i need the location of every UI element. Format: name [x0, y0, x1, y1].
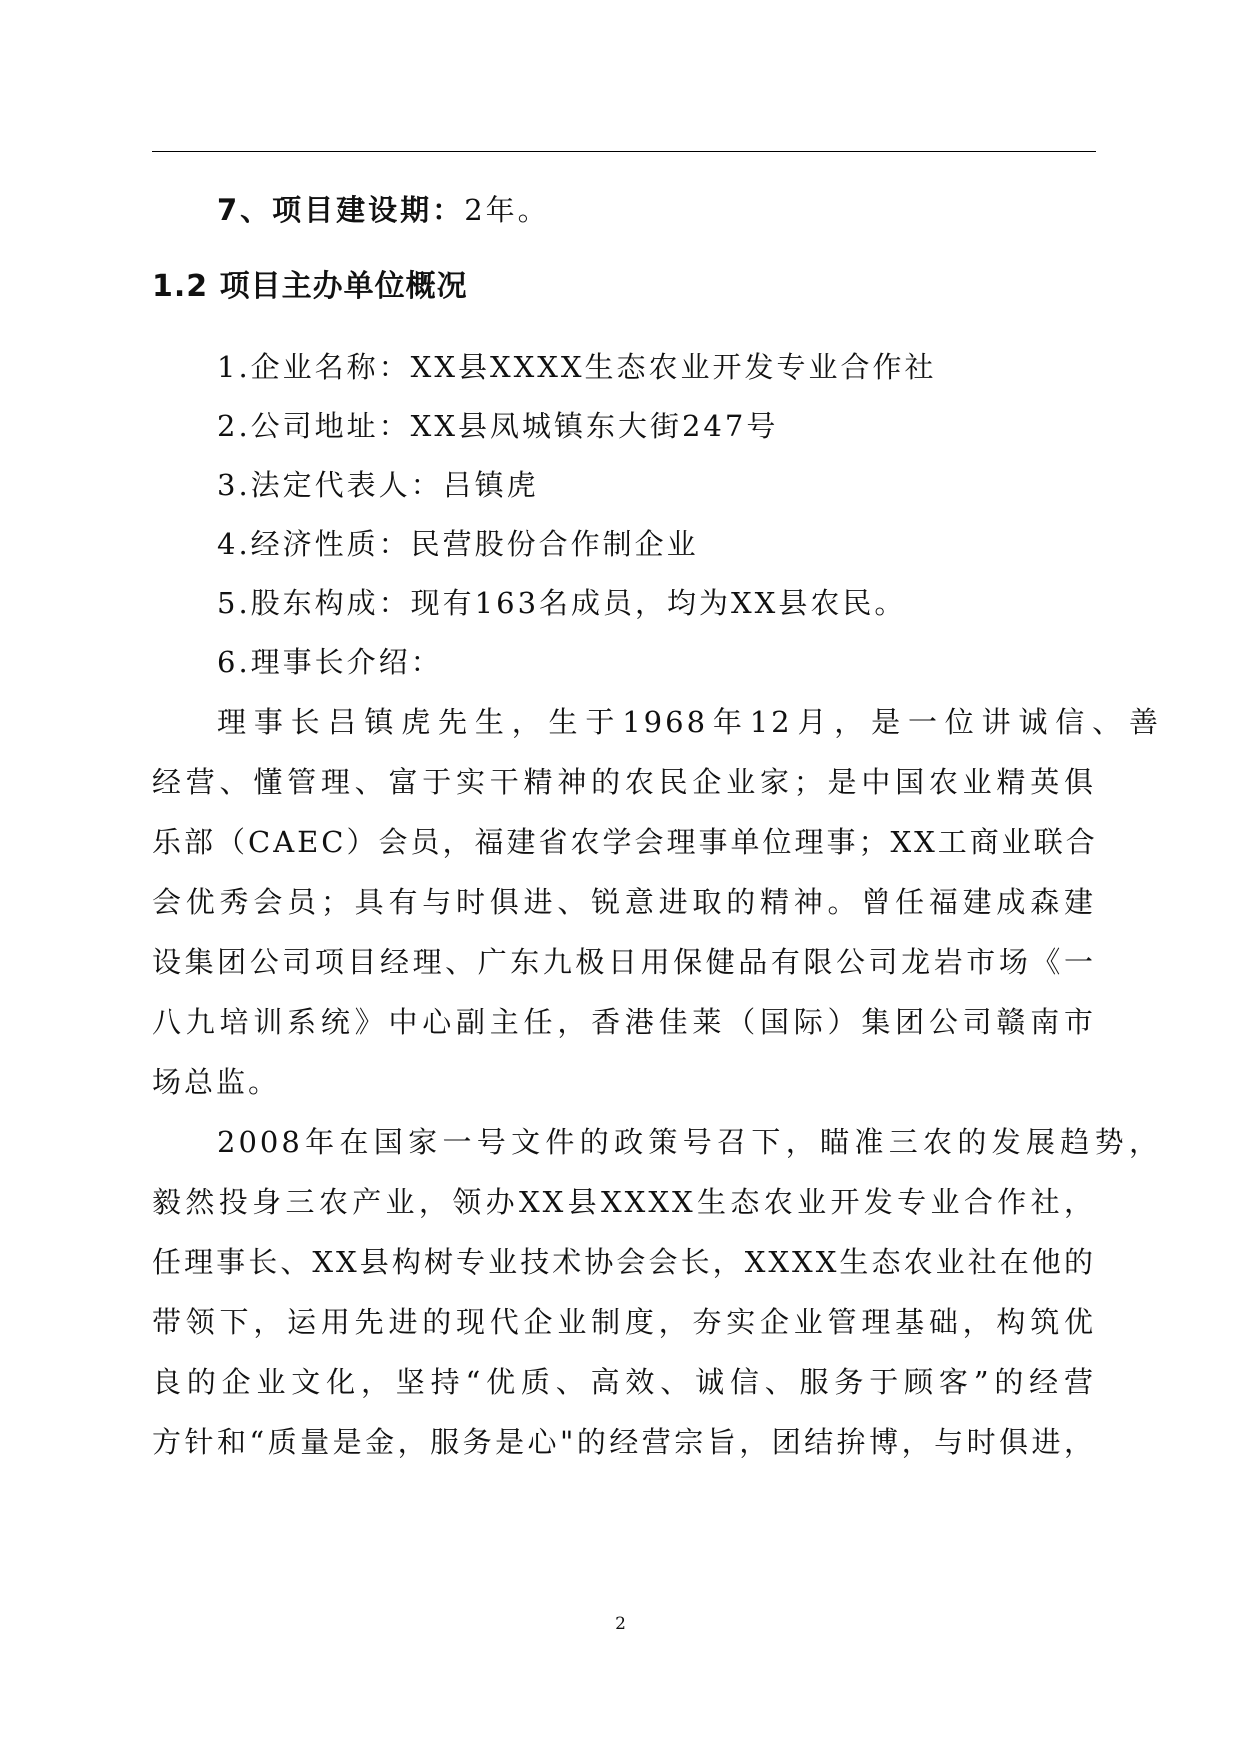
paragraph-line: 2008年在国家一号文件的政策号召下，瞄准三农的发展趋势，	[217, 1125, 1161, 1159]
paragraph-line: 经营、懂管理、富于实干精神的农民企业家；是中国农业精英俱	[152, 765, 1096, 799]
list-item: 1.企业名称：XX县XXXX生态农业开发专业合作社	[217, 350, 937, 384]
section-heading	[152, 267, 1096, 307]
item-7-value: 2年。	[464, 193, 550, 227]
paragraph-line: 理事长吕镇虎先生，生于1968年12月，是一位讲诚信、善	[217, 705, 1161, 739]
paragraph-line: 毅然投身三农产业，领办XX县XXXX生态农业开发专业合作社，	[152, 1185, 1096, 1219]
list-item: 2.公司地址：XX县凤城镇东大街247号	[217, 409, 779, 443]
section-number: 1.2	[152, 269, 209, 304]
header-rule	[152, 151, 1096, 152]
paragraph-line: 良的企业文化，坚持“优质、高效、诚信、服务于顾客”的经营	[152, 1365, 1096, 1399]
paragraph-line: 八九培训系统》中心副主任，香港佳莱（国际）集团公司赣南市	[152, 1005, 1096, 1039]
paragraph-line: 方针和“质量是金，服务是心"的经营宗旨，团结拚博，与时俱进，	[152, 1425, 1096, 1459]
item-7	[152, 190, 1161, 230]
paragraph-line: 会优秀会员；具有与时俱进、锐意进取的精神。曾任福建成森建	[152, 885, 1096, 919]
list-item: 4.经济性质：民营股份合作制企业	[217, 527, 699, 561]
paragraph-line: 任理事长、XX县构树专业技术协会会长，XXXX生态农业社在他的	[152, 1245, 1096, 1279]
paragraph-line: 设集团公司项目经理、广东九极日用保健品有限公司龙岩市场《一	[152, 945, 1096, 979]
paragraph-line: 乐部（CAEC）会员，福建省农学会理事单位理事；XX工商业联合	[152, 825, 1098, 859]
list-item: 3.法定代表人：吕镇虎	[217, 468, 539, 502]
list-item: 6.理事长介绍：	[217, 645, 443, 679]
paragraph-line: 带领下，运用先进的现代企业制度，夯实企业管理基础，构筑优	[152, 1305, 1096, 1339]
item-7-label: 7、项目建设期：	[217, 193, 465, 227]
section-title: 项目主办单位概况	[219, 269, 468, 304]
list-item: 5.股东构成：现有163名成员，均为XX县农民。	[217, 586, 907, 620]
page-number: 2	[615, 1614, 626, 1634]
paragraph-line: 场总监。	[152, 1065, 281, 1099]
